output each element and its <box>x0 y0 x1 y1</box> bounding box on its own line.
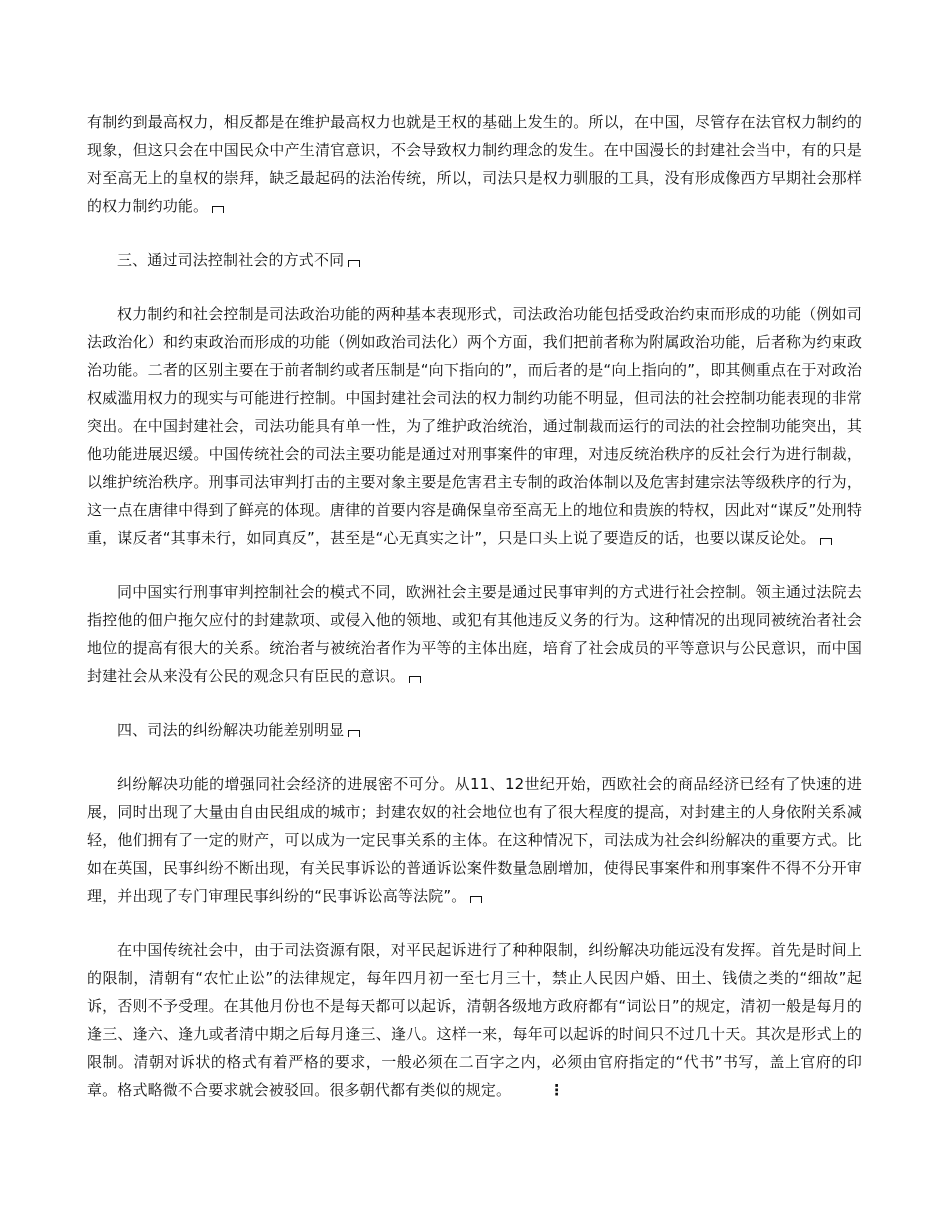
heading-text: 四、司法的纠纷解决功能差别明显 <box>117 721 345 739</box>
paragraph-3 <box>87 578 862 690</box>
paragraph-4 <box>87 770 862 910</box>
paragraph-mark-icon <box>409 676 421 683</box>
paragraph-mark-icon <box>348 730 360 737</box>
document-page <box>87 108 862 1130</box>
paragraph-mark-icon <box>348 260 360 267</box>
heading-text: 三、通过司法控制社会的方式不同 <box>117 251 345 269</box>
paragraph-text: 纠纷解决功能的增强同社会经济的进展密不可分。从11、12世纪开始，西欧社会的商品经济已经有了快速的进展，同时出现了大量由自由民组成的城市；封建农奴的社会地位也有了很大程度的提高，对封建主的人身依附关系减轻，他们拥有了一定的财产，可以成为一定民事关系的主体。在这种情况下，司法成为社会纠纷解决的重要方式。比如在英国，民事纠纷不断出现，有关民事诉讼的普通诉讼案件数量急剧增加，使得民事案件和刑事案件不得不分开审理，并出现了专门审理民事纠纷的“民事诉讼高等法院”。 <box>87 775 862 905</box>
paragraph-mark-icon <box>820 538 832 545</box>
paragraph-text: 在中国传统社会中，由于司法资源有限，对平民起诉进行了种种限制，纠纷解决功能远没有发挥。首先是时间上的限制，清朝有“农忙止讼”的法律规定，每年四月初一至七月三十，禁止人民因户婚、田土、钱债之类的“细故”起诉，否则不予受理。在其他月份也不是每天都可以起诉，清朝各级地方政府都有“词讼日”的规定，清初一般是每月的逢三、逢六、逢九或者清中期之后每月逢三、逢八。这样一来，每年可以起诉的时间只不过几十天。其次是形式上的限制。清朝对诉状的格式有着严格的要求，一般必须在二百字之内，必须由官府指定的“代书”书写，盖上官府的印章。格式略微不合要求就会被驳回。很多朝代都有类似的规定。 <box>87 941 862 1099</box>
paragraph-mark-icon <box>470 896 482 903</box>
paragraph-text: 权力制约和社会控制是司法政治功能的两种基本表现形式，司法政治功能包括受政治约束而形成的功能（例如司法政治化）和约束政治而形成的功能（例如政治司法化）两个方面，我们把前者称为附属政治功能，后者称为约束政治功能。二者的区别主要在于前者制约或者压制是“向下指向的”，而后者的是“向上指向的”，即其侧重点在于对政治权威滥用权力的现实与可能进行控制。中国封建社会司法的权力制约功能不明显，但司法的社会控制功能表现的非常突出。在中国封建社会，司法功能具有单一性，为了维护政治统治，通过制裁而运行的司法的社会控制功能突出，其他功能进展迟缓。中国传统社会的司法主要功能是通过对刑事案件的审理，对违反统治秩序的反社会行为进行制裁，以维护统治秩序。刑事司法审判打击的主要对象主要是危害君主专制的政治体制以及危害封建宗法等级秩序的行为，这一点在唐律中得到了鲜亮的体现。唐律的首要内容是确保皇帝至高无上的地位和贵族的特权，因此对“谋反”处刑特重，谋反者“其事未行，如同真反”，甚至是“心无真实之计”，只是口头上说了要造反的话，也要以谋反论处。 <box>87 305 862 547</box>
section-heading-3 <box>87 246 862 274</box>
section-heading-4 <box>87 716 862 744</box>
paragraph-mark-icon <box>212 206 224 213</box>
continuation-mark: ⋮ <box>549 1081 565 1099</box>
paragraph-1 <box>87 108 862 220</box>
paragraph-text: 同中国实行刑事审判控制社会的模式不同，欧洲社会主要是通过民事审判的方式进行社会控制。领主通过法院去指控他的佃户拖欠应付的封建款项、或侵入他的领地、或犯有其他违反义务的行为。这种情况的出现同被统治者社会地位的提高有很大的关系。统治者与被统治者作为平等的主体出庭，培育了社会成员的平等意识与公民意识，而中国封建社会从来没有公民的观念只有臣民的意识。 <box>87 583 862 685</box>
paragraph-text: 有制约到最高权力，相反都是在维护最高权力也就是王权的基础上发生的。所以，在中国，尽管存在法官权力制约的现象，但这只会在中国民众中产生清官意识，不会导致权力制约理念的发生。在中国漫长的封建社会当中，有的只是对至高无上的皇权的崇拜，缺乏最起码的法治传统，所以，司法只是权力驯服的工具，没有形成像西方早期社会那样的权力制约功能。 <box>87 113 862 215</box>
paragraph-5 <box>87 936 862 1104</box>
paragraph-2 <box>87 300 862 552</box>
